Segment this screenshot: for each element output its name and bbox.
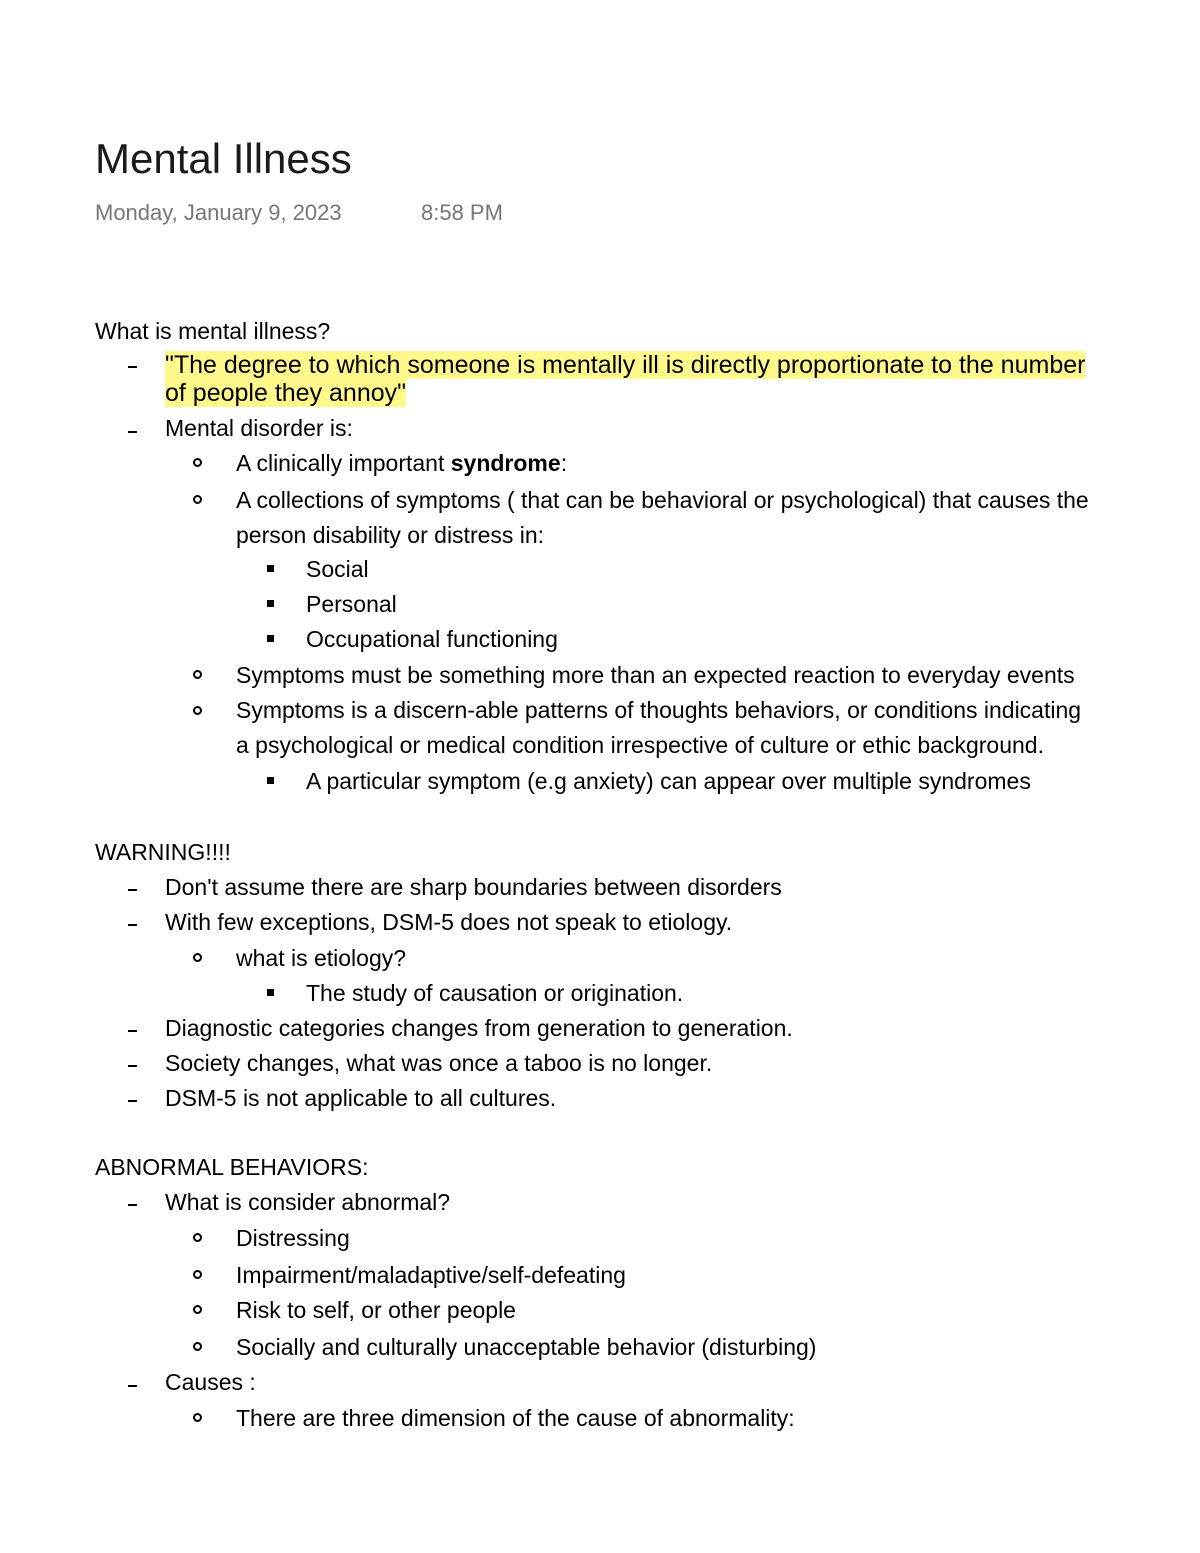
syndrome-line: A clinically important syndrome: xyxy=(236,450,568,476)
page-title: Mental Illness xyxy=(95,135,352,182)
warning-society: Society changes, what was once a taboo is no longer. xyxy=(165,1050,713,1076)
warning-etiology: With few exceptions, DSM-5 does not speak to etiology. xyxy=(165,909,733,935)
symptoms-pattern-line-2: a psychological or medical condition irrespective of culture or ethic background. xyxy=(236,732,1044,758)
list-item: Risk to self, or other people xyxy=(236,1297,516,1323)
dash-bullet xyxy=(128,431,137,433)
square-bullet xyxy=(267,777,274,784)
symptom-example: A particular symptom (e.g anxiety) can appear over multiple syndromes xyxy=(306,768,1031,794)
abnormal-question: What is consider abnormal? xyxy=(165,1189,451,1215)
circle-bullet xyxy=(193,706,202,715)
list-item: Social xyxy=(306,556,369,582)
warning-cultures: DSM-5 is not applicable to all cultures. xyxy=(165,1085,557,1111)
collections-line-1: A collections of symptoms ( that can be behavioral or psychological) that causes the xyxy=(236,487,1089,513)
circle-bullet xyxy=(193,1233,202,1242)
symptoms-pattern-line-1: Symptoms is a discern-able patterns of thoughts behaviors, or conditions indicating xyxy=(236,697,1082,723)
square-bullet xyxy=(267,565,274,572)
square-bullet xyxy=(267,989,274,996)
circle-bullet xyxy=(193,1413,202,1422)
circle-bullet xyxy=(193,495,202,504)
circle-bullet xyxy=(193,1270,202,1279)
section-heading-mental-illness: What is mental illness? xyxy=(95,318,331,344)
list-item: Impairment/maladaptive/self-defeating xyxy=(236,1262,626,1288)
square-bullet xyxy=(267,600,274,607)
circle-bullet xyxy=(193,953,202,962)
page-date: Monday, January 9, 2023 xyxy=(95,200,342,225)
square-bullet xyxy=(267,635,274,642)
dash-bullet xyxy=(128,1385,137,1387)
causes-label: Causes : xyxy=(165,1369,256,1395)
page-time: 8:58 PM xyxy=(421,200,503,225)
list-item: Distressing xyxy=(236,1225,350,1251)
warning-categories: Diagnostic categories changes from generation to generation. xyxy=(165,1015,793,1041)
dash-bullet xyxy=(128,1204,137,1206)
dash-bullet xyxy=(128,1030,137,1032)
dimensions-line: There are three dimension of the cause of abnormality: xyxy=(236,1405,795,1431)
etiology-question: what is etiology? xyxy=(236,945,407,971)
dash-bullet xyxy=(128,1100,137,1102)
list-item: Personal xyxy=(306,591,397,617)
warning-boundaries: Don't assume there are sharp boundaries between disorders xyxy=(165,874,782,900)
mental-disorder-label: Mental disorder is: xyxy=(165,415,353,441)
section-heading-abnormal: ABNORMAL BEHAVIORS: xyxy=(95,1154,369,1180)
dash-bullet xyxy=(128,924,137,926)
circle-bullet xyxy=(193,1342,202,1351)
list-item: Socially and culturally unacceptable behavior (disturbing) xyxy=(236,1334,817,1360)
quote-line-2: of people they annoy" xyxy=(165,379,407,407)
list-item: Occupational functioning xyxy=(306,626,558,652)
quote-line-1: "The degree to which someone is mentally ill is directly proportionate to the number xyxy=(165,351,1086,379)
section-heading-warning: WARNING!!!! xyxy=(95,839,231,865)
circle-bullet xyxy=(193,1305,202,1314)
dash-bullet xyxy=(128,1065,137,1067)
collections-line-2: person disability or distress in: xyxy=(236,522,545,548)
circle-bullet xyxy=(193,458,202,467)
dash-bullet xyxy=(128,366,137,368)
dash-bullet xyxy=(128,889,137,891)
symptoms-expected: Symptoms must be something more than an expected reaction to everyday events xyxy=(236,662,1075,688)
etiology-answer: The study of causation or origination. xyxy=(306,980,684,1006)
circle-bullet xyxy=(193,670,202,679)
